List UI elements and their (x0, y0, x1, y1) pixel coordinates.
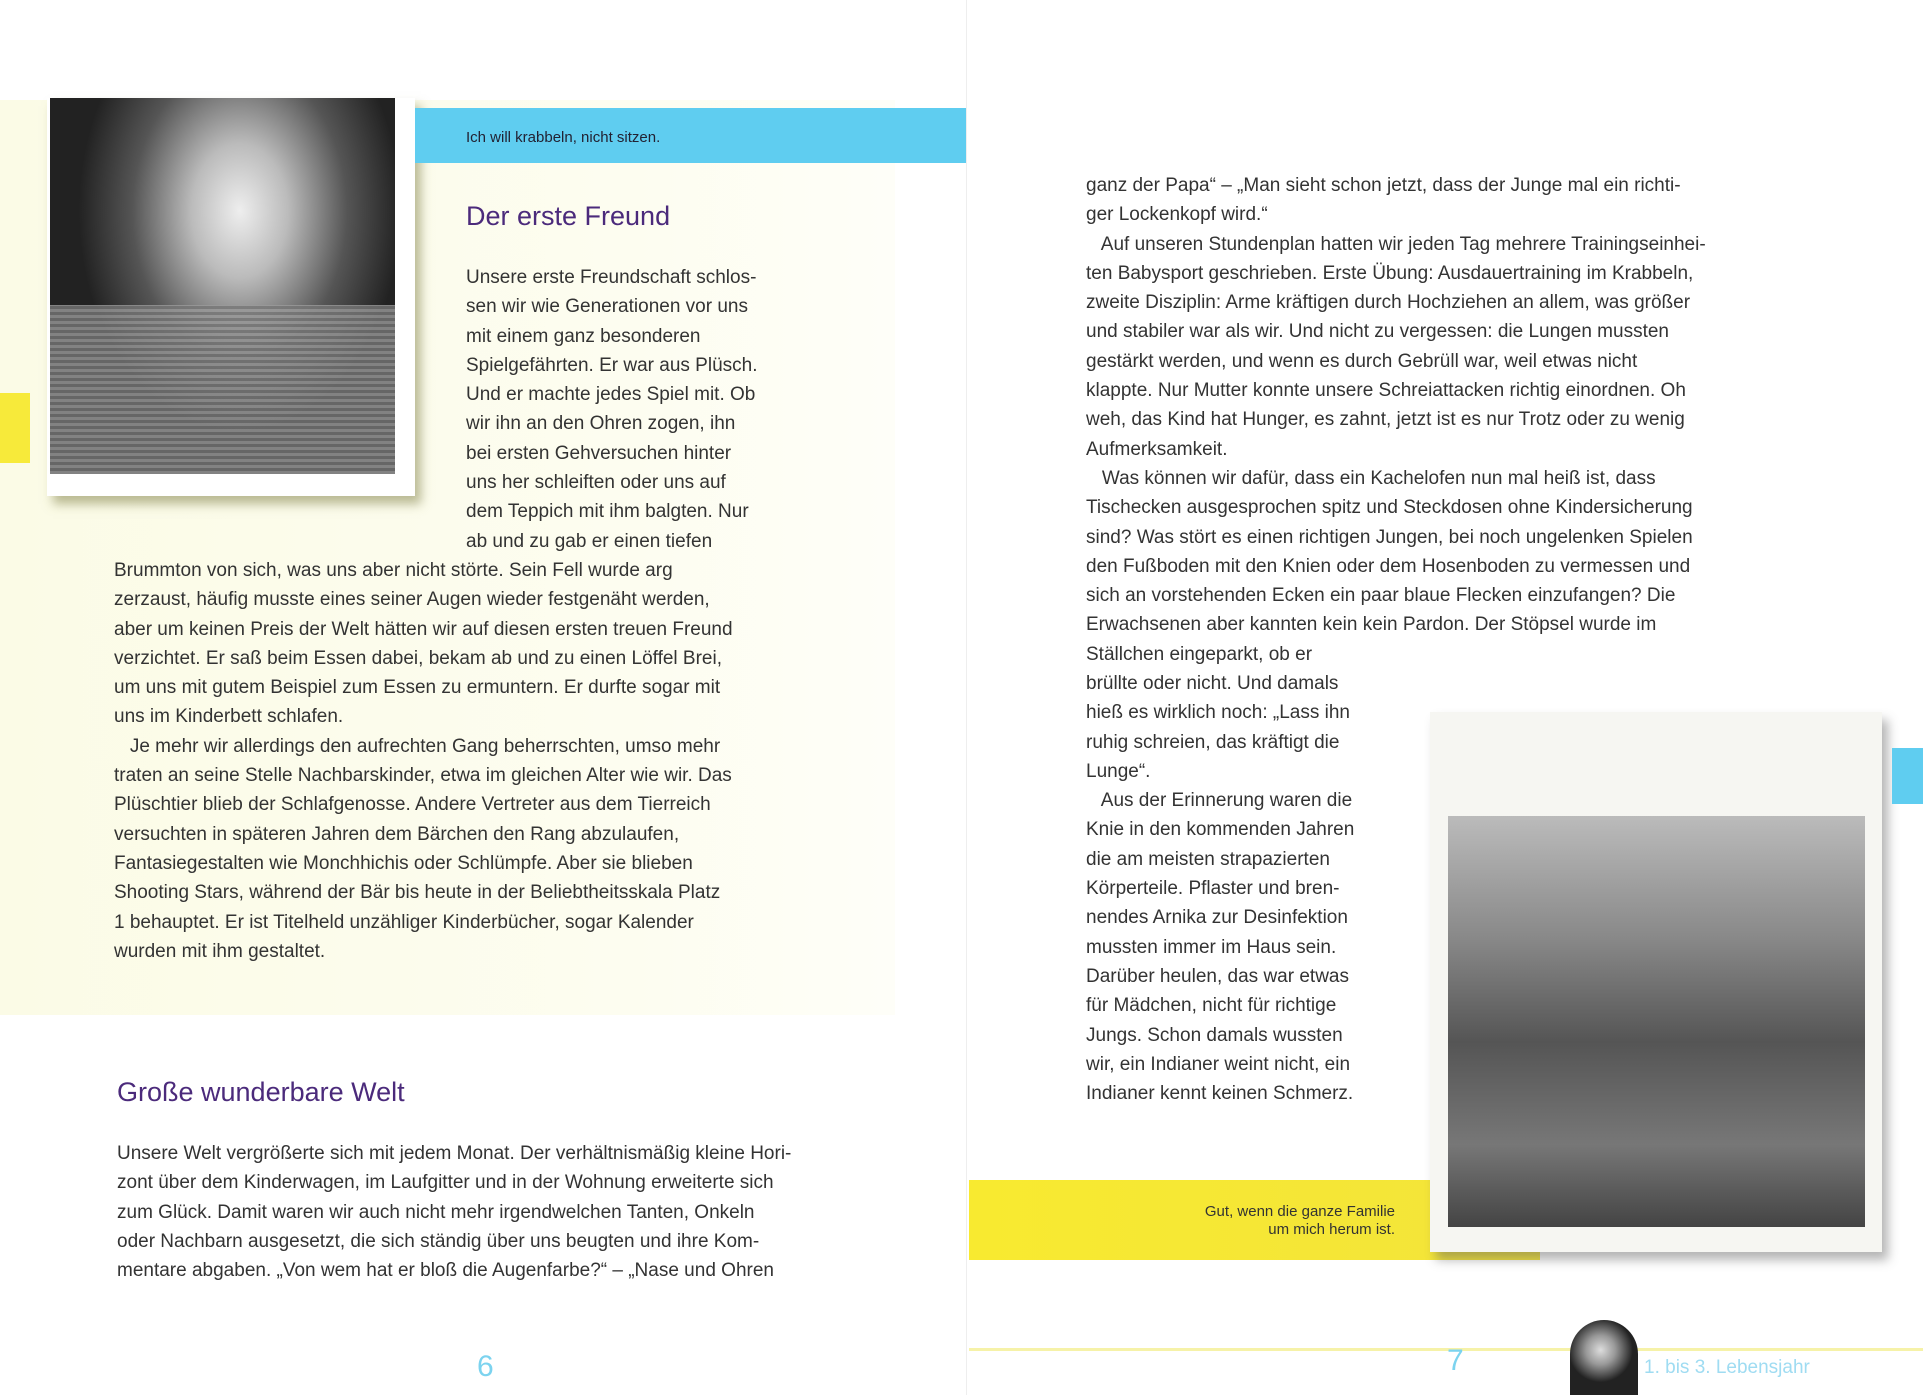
text-line: für Mädchen, nicht für richtige (1086, 995, 1337, 1017)
page-number-left: 6 (477, 1350, 494, 1383)
text-line: versuchten in späteren Jahren dem Bärchen den Rang abzulaufen, (114, 823, 680, 845)
text-line: Unsere erste Freundschaft schlos- (466, 267, 757, 288)
section-heading-grosse-wunderbare-welt: Große wunderbare Welt (117, 1077, 405, 1107)
text-line: Erwachsenen aber kannten kein kein Pardon. Der Stöpsel wurde im (1086, 614, 1657, 636)
text-line: Lunge“. (1086, 760, 1151, 782)
text-line: 1 behauptet. Er ist Titelheld unzähliger Kinderbücher, sogar Kalender (114, 911, 694, 933)
photo-caption: Ich will krabbeln, nicht sitzen. (466, 129, 661, 146)
text-line: ab und zu gab er einen tiefen (466, 530, 713, 552)
text-line: ruhig schreien, das kräftigt die (1086, 731, 1340, 753)
text-line: Darüber heulen, das war etwas (1086, 965, 1349, 987)
text-line: bei ersten Gehversuchen hinter (466, 442, 732, 464)
text-line: traten an seine Stelle Nachbarskinder, etwa im gleichen Alter wie wir. Das (114, 765, 732, 787)
text-line: Knie in den kommenden Jahren (1086, 819, 1355, 841)
text-line: Fantasiegestalten wie Monchhichis oder Schlümpfe. Aber sie blieben (114, 852, 693, 874)
text-line: den Fußboden mit den Knien oder dem Hosenboden zu vermessen und (1086, 555, 1691, 577)
text-line: Unsere Welt vergrößerte sich mit jedem Monat. Der verhältnismäßig kleine Hori- (117, 1143, 792, 1164)
text-line: sich an vorstehenden Ecken ein paar blaue Flecken einzufangen? Die (1086, 585, 1676, 607)
text-line: zum Glück. Damit waren wir auch nicht mehr irgendwelchen Tanten, Onkeln (117, 1201, 755, 1223)
text-line: Körperteile. Pflaster und bren- (1086, 878, 1340, 900)
text-line: ganz der Papa“ – „Man sieht schon jetzt, dass der Junge mal ein richti- (1086, 175, 1681, 196)
text-line: dem Teppich mit ihm balgten. Nur (466, 501, 749, 523)
baby-photo (47, 98, 415, 496)
text-line: uns im Kinderbett schlafen. (114, 706, 344, 728)
caption-line-1: Gut, wenn die ganze Familie (1204, 1203, 1395, 1220)
section1-body-narrow (466, 263, 758, 556)
blue-edge-tab (1892, 748, 1923, 804)
text-line: wir, ein Indianer weint nicht, ein (1086, 1053, 1351, 1075)
text-line: Jungs. Schon damals wussten (1086, 1024, 1343, 1046)
photo-caption-bar (415, 108, 966, 163)
text-line: Brummton von sich, was uns aber nicht störte. Sein Fell wurde arg (114, 560, 673, 581)
text-line: Auf unseren Stundenplan hatten wir jeden Tag mehrere Trainingseinhei- (1086, 233, 1706, 255)
text-line: sen wir wie Generationen vor uns (466, 296, 748, 318)
text-line: weh, das Kind hat Hunger, es zahnt, jetzt ist es nur Trotz oder zu wenig (1086, 409, 1685, 431)
text-line: die am meisten strapazierten (1086, 848, 1330, 870)
right-body-narrow (1086, 669, 1354, 1108)
text-line: Ställchen eingeparkt, ob er (1086, 643, 1313, 665)
text-line: mit einem ganz besonderen (466, 325, 701, 347)
text-line: sind? Was stört es einen richtigen Jungen, bei noch ungelenken Spielen (1086, 526, 1693, 548)
text-line: Aus der Erinnerung waren die (1086, 790, 1353, 812)
text-line: um uns mit gutem Beispiel zum Essen zu ermuntern. Er durfte sogar mit (114, 677, 721, 699)
text-line: brüllte oder nicht. Und damals (1086, 673, 1339, 694)
caption-line-2: um mich herum ist. (1268, 1221, 1395, 1238)
text-line: und stabiler war als wir. Und nicht zu vergessen: die Lungen mussten (1086, 321, 1669, 343)
text-line: ger Lockenkopf wird.“ (1086, 204, 1268, 226)
child-portrait-icon (1570, 1320, 1638, 1395)
text-line: Indianer kennt keinen Schmerz. (1086, 1083, 1354, 1105)
text-line: zweite Disziplin: Arme kräftigen durch Hochziehen an allem, was größer (1086, 292, 1691, 314)
family-photo-caption (1205, 1203, 1395, 1239)
text-line: Was können wir dafür, dass ein Kachelofen nun mal heiß ist, dass (1086, 467, 1656, 489)
section-heading-der-erste-freund: Der erste Freund (466, 201, 671, 231)
family-photo (1430, 712, 1882, 1252)
yellow-edge-tab (0, 393, 30, 463)
text-line: aber um keinen Preis der Welt hätten wir auf diesen ersten treuen Freund (114, 618, 733, 640)
footer-line (969, 1348, 1923, 1351)
text-line: Je mehr wir allerdings den aufrechten Gang beherrschten, umso mehr (114, 735, 721, 757)
text-line: Und er machte jedes Spiel mit. Ob (466, 384, 756, 406)
text-line: gestärkt werden, und wenn es durch Gebrüll war, weil etwas nicht (1086, 350, 1638, 372)
text-line: Plüschtier blieb der Schlafgenosse. Andere Vertreter aus dem Tierreich (114, 794, 711, 816)
section2-body (117, 1139, 791, 1285)
baby-photo-image (50, 98, 395, 474)
section1-body-wide (114, 556, 733, 966)
text-line: wurden mit ihm gestaltet. (114, 940, 326, 962)
text-line: klappte. Nur Mutter konnte unsere Schreiattacken richtig einordnen. Oh (1086, 380, 1686, 402)
text-line: mentare abgaben. „Von wem hat er bloß die Augenfarbe?“ – „Nase und Ohren (117, 1260, 774, 1282)
page-spine (966, 0, 967, 1395)
chapter-label: 1. bis 3. Lebensjahr (1644, 1357, 1810, 1378)
right-body-wide (1086, 171, 1706, 669)
text-line: oder Nachbarn ausgesetzt, die sich ständig über uns beugten und ihre Kom- (117, 1230, 760, 1252)
text-line: uns her schleiften oder uns auf (466, 472, 726, 494)
text-line: Spielgefährten. Er war aus Plüsch. (466, 354, 758, 376)
text-line: Tischecken ausgesprochen spitz und Steckdosen ohne Kindersicherung (1086, 497, 1693, 519)
text-line: mussten immer im Haus sein. (1086, 936, 1337, 958)
text-line: nendes Arnika zur Desinfektion (1086, 907, 1348, 929)
page-number-right: 7 (1447, 1344, 1464, 1377)
text-line: verzichtet. Er saß beim Essen dabei, bekam ab und zu einen Löffel Brei, (114, 647, 722, 669)
text-line: zerzaust, häufig musste eines seiner Augen wieder festgenäht werden, (114, 589, 710, 611)
text-line: Shooting Stars, während der Bär bis heute in der Beliebtheitsskala Platz (114, 882, 721, 904)
family-photo-image (1448, 816, 1865, 1227)
text-line: wir ihn an den Ohren zogen, ihn (466, 413, 736, 435)
text-line: ten Babysport geschrieben. Erste Übung: Ausdauertraining im Krabbeln, (1086, 262, 1694, 284)
text-line: Aufmerksamkeit. (1086, 438, 1228, 460)
text-line: hieß es wirklich noch: „Lass ihn (1086, 702, 1350, 724)
text-line: zont über dem Kinderwagen, im Laufgitter und in der Wohnung erweiterte sich (117, 1172, 774, 1194)
